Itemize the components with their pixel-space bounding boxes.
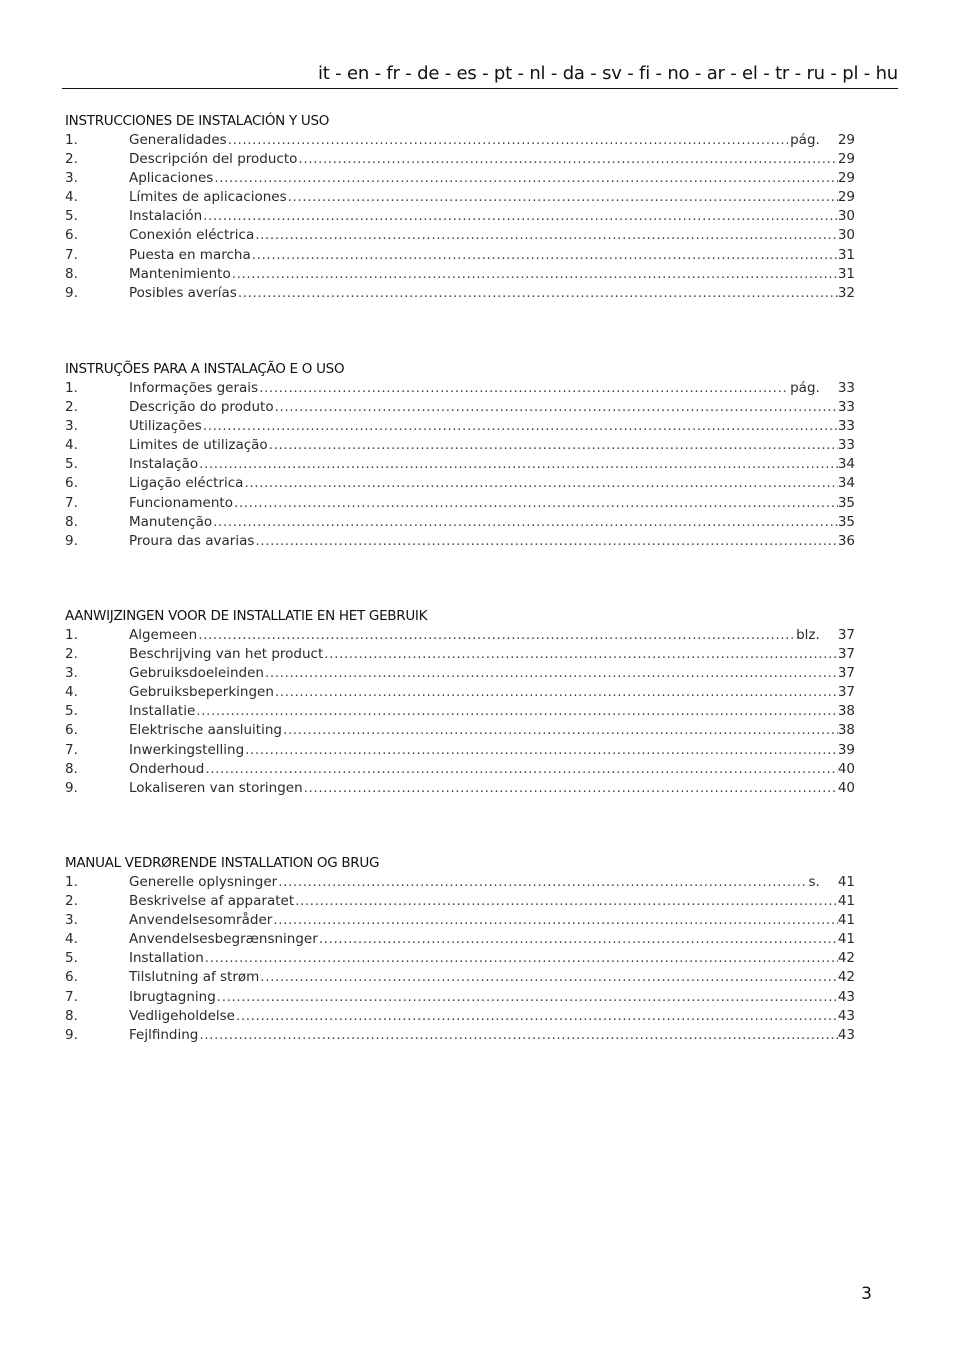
toc-entry [65, 1007, 855, 1026]
page-abbreviation: s. [808, 874, 820, 890]
page-abbreviation: pág. [790, 132, 820, 148]
dot-leader [238, 284, 838, 303]
toc-entry-number: 8. [65, 1007, 78, 1024]
toc-entry [65, 873, 855, 892]
toc-entry [65, 988, 855, 1007]
toc-entry-page: 40 [837, 779, 855, 796]
toc-entry-label: Anvendelsesbegrænsninger [129, 931, 318, 948]
toc-entry-page: 31 [837, 246, 855, 263]
toc-entry-label: Vedligeholdelse [129, 1007, 235, 1024]
dot-leader [236, 1007, 838, 1026]
toc-entry-page: 33 [837, 418, 855, 435]
toc-entry-label: Gebruiksbeperkingen [129, 684, 274, 701]
toc-entry-number: 4. [65, 931, 78, 948]
dot-leader [203, 417, 838, 436]
toc-entry [65, 150, 855, 169]
dot-leader [298, 150, 837, 169]
page-abbreviation: blz. [796, 627, 820, 643]
toc-entry-number: 4. [65, 437, 78, 454]
toc-entry-label: Ibrugtagning [129, 988, 216, 1005]
toc-entry-page: 41 [837, 893, 855, 910]
toc-entry-number: 3. [65, 912, 78, 929]
toc-entry-page: 30 [837, 208, 855, 225]
toc-entry-number: 9. [65, 532, 78, 549]
toc-entry [65, 436, 855, 455]
toc-entry-number: 9. [65, 284, 78, 301]
toc-entry-page: 36 [837, 532, 855, 549]
toc-section-es [65, 112, 855, 303]
section-title: INSTRUCCIONES DE INSTALACIÓN Y USO [65, 113, 330, 129]
toc-entry-label: Onderhoud [129, 760, 205, 777]
dot-leader [260, 968, 838, 987]
dot-leader [199, 1026, 837, 1045]
page-number: 3 [861, 1284, 872, 1304]
toc-entry-page: 42 [837, 969, 855, 986]
toc-entry-label: Installation [129, 950, 204, 967]
toc-entry-number: 2. [65, 399, 78, 416]
toc-entry-page: 41 [837, 912, 855, 929]
toc-entry [65, 968, 855, 987]
toc-entry [65, 246, 855, 265]
toc-entry-number: 1. [65, 627, 78, 643]
toc-entry [65, 226, 855, 245]
section-title: MANUAL VEDRØRENDE INSTALLATION OG BRUG [65, 855, 380, 871]
toc-entry-page: 34 [837, 475, 855, 492]
toc-entry-number: 6. [65, 227, 78, 244]
dot-leader [228, 131, 788, 150]
toc-entry-page: 30 [837, 227, 855, 244]
toc-entry [65, 494, 855, 513]
toc-entry-label: Generalidades [129, 132, 227, 148]
toc-entry-page: 33 [837, 380, 855, 396]
toc-entry-number: 5. [65, 456, 78, 473]
toc-entry-label: Ligação eléctrica [129, 475, 244, 492]
toc-entry-label: Elektrische aansluiting [129, 722, 282, 739]
toc-entry [65, 474, 855, 493]
toc-entry-label: Inwerkingstelling [129, 741, 245, 758]
toc-entry-label: Informações gerais [129, 380, 259, 396]
dot-leader [259, 379, 788, 398]
toc-entry-page: 34 [837, 456, 855, 473]
dot-leader [205, 949, 838, 968]
toc-entry-number: 8. [65, 760, 78, 777]
toc-entry-page: 29 [837, 132, 855, 148]
dot-leader [319, 930, 838, 949]
toc-entry-page: 37 [837, 684, 855, 701]
dot-leader [269, 436, 838, 455]
toc-entry [65, 1026, 855, 1045]
dot-leader [273, 911, 838, 930]
toc-entry-label: Proura das avarias [129, 532, 255, 549]
toc-entry-label: Instalación [129, 208, 203, 225]
toc-entry-page: 33 [837, 437, 855, 454]
dot-leader [232, 265, 838, 284]
toc-entry-page: 37 [837, 646, 855, 663]
dot-leader [234, 494, 838, 513]
dot-leader [255, 226, 838, 245]
toc-entry-page: 43 [837, 1007, 855, 1024]
dot-leader [265, 664, 838, 683]
toc-entry [65, 417, 855, 436]
dot-leader [244, 474, 837, 493]
dot-leader [304, 779, 838, 798]
toc-entry-number: 7. [65, 741, 78, 758]
toc-entry-number: 7. [65, 988, 78, 1005]
toc-entry-label: Limites de utilização [129, 437, 268, 454]
toc-entry-label: Manutenção [129, 513, 213, 530]
dot-leader [275, 683, 838, 702]
toc-entry-label: Límites de aplicaciones [129, 189, 287, 206]
toc-entry-label: Beschrijving van het product [129, 646, 324, 663]
dot-leader [205, 760, 838, 779]
toc-entry-page: 42 [837, 950, 855, 967]
toc-entry-page: 38 [837, 703, 855, 720]
toc-entry-number: 1. [65, 380, 78, 396]
toc-entry-label: Fejlfinding [129, 1026, 199, 1043]
toc-entry [65, 169, 855, 188]
toc-section-da [65, 854, 855, 1045]
toc-entry-page: 39 [837, 741, 855, 758]
dot-leader [199, 455, 838, 474]
toc-entry [65, 265, 855, 284]
toc-entry-page: 37 [837, 665, 855, 682]
toc-entry-page: 32 [837, 284, 855, 301]
toc-entry [65, 398, 855, 417]
toc-entry-label: Funcionamento [129, 494, 233, 511]
toc-section-nl [65, 607, 855, 798]
toc-section-pt [65, 360, 855, 551]
dot-leader [245, 741, 838, 760]
toc-entry-label: Puesta en marcha [129, 246, 251, 263]
toc-entry-number: 3. [65, 418, 78, 435]
dot-leader [324, 645, 838, 664]
toc-entry [65, 284, 855, 303]
toc-entry-number: 6. [65, 475, 78, 492]
toc-entry-page: 35 [837, 494, 855, 511]
toc-entry [65, 131, 855, 150]
toc-entry-label: Installatie [129, 703, 196, 720]
dot-leader [213, 513, 838, 532]
dot-leader [196, 702, 838, 721]
toc-entry-label: Tilslutning af strøm [129, 969, 260, 986]
dot-leader [198, 626, 794, 645]
toc-entry-number: 3. [65, 665, 78, 682]
toc-entry-number: 1. [65, 874, 78, 890]
language-list-header: it - en - fr - de - es - pt - nl - da - sv - fi - no - ar - el - tr - ru - pl - hu [318, 63, 898, 84]
toc-entry [65, 779, 855, 798]
toc-entry-number: 9. [65, 1026, 78, 1043]
toc-entry-label: Generelle oplysninger [129, 874, 278, 890]
toc-entry [65, 626, 855, 645]
toc-entry-number: 1. [65, 132, 78, 148]
toc-entry-label: Utilizações [129, 418, 202, 435]
page-abbreviation: pág. [790, 380, 820, 396]
toc-entry [65, 683, 855, 702]
toc-entry-page: 33 [837, 399, 855, 416]
toc-entry-label: Beskrivelse af apparatet [129, 893, 295, 910]
toc-entry-label: Lokaliseren van storingen [129, 779, 303, 796]
section-title: INSTRUÇÕES PARA A INSTALAÇÃO E O USO [65, 361, 345, 377]
toc-entry-page: 43 [837, 1026, 855, 1043]
toc-entry-page: 31 [837, 265, 855, 282]
toc-entry [65, 645, 855, 664]
toc-entry-number: 9. [65, 779, 78, 796]
toc-entry-label: Descrição do produto [129, 399, 274, 416]
toc-entry [65, 513, 855, 532]
section-title: AANWIJZINGEN VOOR DE INSTALLATIE EN HET GEBRUIK [65, 608, 428, 624]
toc-entry-number: 5. [65, 208, 78, 225]
dot-leader [217, 988, 838, 1007]
toc-entry [65, 892, 855, 911]
toc-entry-label: Mantenimiento [129, 265, 231, 282]
toc-entry-label: Descripción del producto [129, 151, 298, 168]
toc-entry-number: 7. [65, 246, 78, 263]
toc-entry-page: 35 [837, 513, 855, 530]
dot-leader [275, 398, 838, 417]
header-divider [62, 88, 898, 89]
toc-entry-number: 4. [65, 684, 78, 701]
dot-leader [288, 188, 838, 207]
toc-entry [65, 207, 855, 226]
toc-entry-number: 5. [65, 950, 78, 967]
toc-entry-number: 5. [65, 703, 78, 720]
dot-leader [214, 169, 837, 188]
toc-entry [65, 949, 855, 968]
toc-entry-number: 2. [65, 893, 78, 910]
toc-entry-page: 37 [837, 627, 855, 643]
toc-entry [65, 379, 855, 398]
toc-entry-page: 40 [837, 760, 855, 777]
dot-leader [203, 207, 838, 226]
toc-entry [65, 532, 855, 551]
toc-entry-page: 29 [837, 189, 855, 206]
toc-entry-label: Conexión eléctrica [129, 227, 255, 244]
dot-leader [295, 892, 838, 911]
toc-entry-number: 2. [65, 151, 78, 168]
toc-entry-number: 3. [65, 170, 78, 187]
toc-entry-number: 8. [65, 265, 78, 282]
toc-entry-page: 43 [837, 988, 855, 1005]
toc-entry [65, 911, 855, 930]
toc-entry-page: 29 [837, 170, 855, 187]
toc-entry-number: 2. [65, 646, 78, 663]
toc-entry-number: 4. [65, 189, 78, 206]
toc-entry-number: 8. [65, 513, 78, 530]
dot-leader [252, 246, 838, 265]
toc-entry-page: 41 [837, 874, 855, 890]
toc-entry-label: Anvendelsesområder [129, 912, 273, 929]
toc-entry [65, 702, 855, 721]
toc-entry-number: 6. [65, 969, 78, 986]
toc-entry-page: 29 [837, 151, 855, 168]
toc-entry [65, 760, 855, 779]
toc-entry-page: 41 [837, 931, 855, 948]
toc-entry-label: Instalação [129, 456, 199, 473]
toc-entry-label: Posibles averías [129, 284, 237, 301]
toc-entry-label: Aplicaciones [129, 170, 214, 187]
toc-entry [65, 664, 855, 683]
dot-leader [278, 873, 806, 892]
toc-entry-number: 6. [65, 722, 78, 739]
dot-leader [283, 721, 838, 740]
toc-entry-label: Gebruiksdoeleinden [129, 665, 264, 682]
toc-entry [65, 930, 855, 949]
toc-entry-page: 38 [837, 722, 855, 739]
toc-entry [65, 188, 855, 207]
toc-entry-number: 7. [65, 494, 78, 511]
toc-entry-label: Algemeen [129, 627, 198, 643]
toc-entry [65, 721, 855, 740]
dot-leader [255, 532, 837, 551]
toc-entry [65, 741, 855, 760]
toc-entry [65, 455, 855, 474]
